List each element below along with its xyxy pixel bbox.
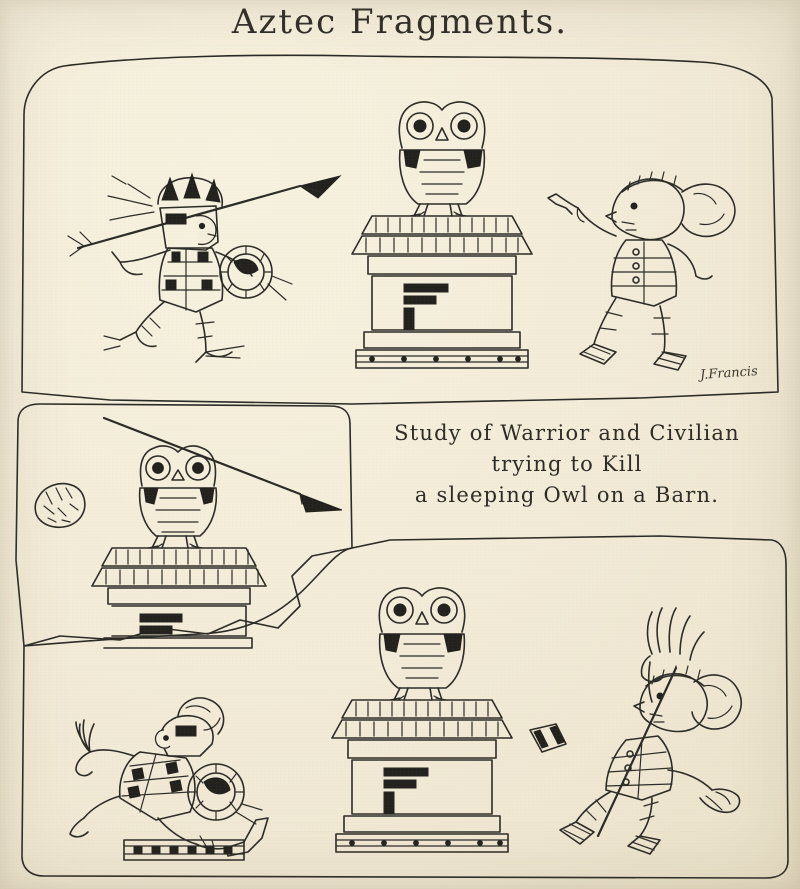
caption-block [352, 418, 782, 511]
artist-signature: J.Francis [699, 364, 759, 383]
civilian-raised-hand-figure [530, 608, 741, 854]
fallen-warrior-figure [70, 698, 268, 860]
caption-line-2: trying to Kill [491, 452, 643, 476]
caption-line-1: Study of Warrior and Civilian [394, 421, 740, 445]
page-title: Aztec Fragments. [231, 2, 569, 42]
owl-on-barn-bottom [332, 588, 512, 852]
civilian-pointing-figure [548, 172, 735, 370]
owl-on-barn-middle [35, 418, 342, 648]
caption-line-3: a sleeping Owl on a Barn. [414, 483, 720, 507]
owl-on-barn-top [352, 102, 532, 368]
aztec-warrior-figure [68, 174, 340, 362]
